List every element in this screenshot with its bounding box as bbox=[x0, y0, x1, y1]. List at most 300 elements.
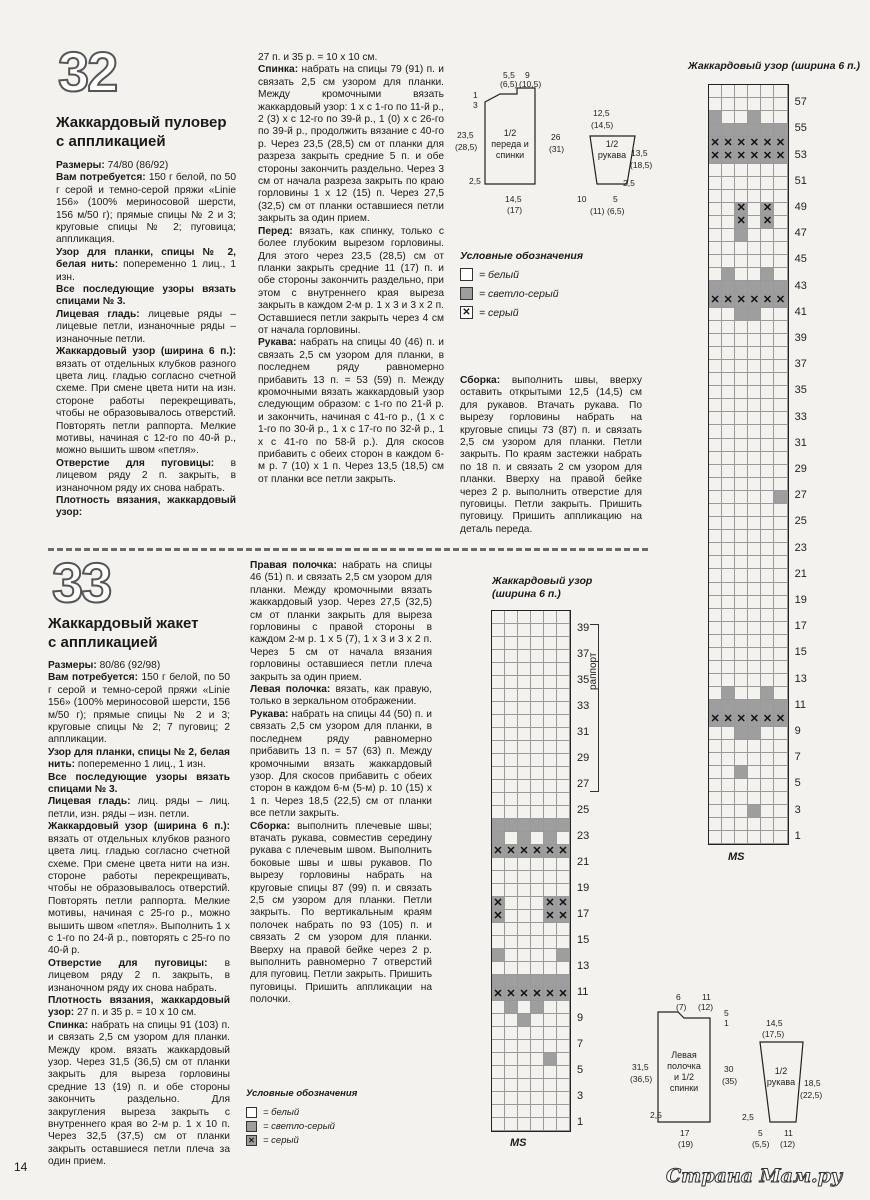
chart-cell bbox=[709, 583, 722, 596]
chart-cell bbox=[761, 229, 774, 242]
chart-cell bbox=[492, 741, 505, 754]
chart-cell bbox=[722, 569, 735, 582]
chart-cell bbox=[544, 741, 557, 754]
schema-label: 1/2 bbox=[503, 128, 517, 138]
chart-cell bbox=[735, 687, 748, 700]
chart-cell bbox=[505, 780, 518, 793]
chart-cell bbox=[505, 1105, 518, 1118]
chart-cell bbox=[709, 622, 722, 635]
dim: (12) bbox=[698, 1002, 714, 1012]
chart-cell bbox=[722, 347, 735, 360]
text: выполнить швы, вверху оставить открытыми 12,5 (14,5) см для рукавов. Втачать рукава. По вырезу горловины набрать на круговые спицы 73 (87) п. и связать 2,5 см узором для планки. Петли закрыть. По краям застежки набрать по 18 п. и связать 2 см узором для планки. Вверху на правой бейке через 2 р. выполнить отверстие для пуговицы. Петли закрыть. Пришить пуговицу. Пришить аппликацию на деталь переда. bbox=[460, 375, 642, 535]
chart-cell bbox=[735, 609, 748, 622]
dim: 14,5 bbox=[505, 194, 522, 204]
chart-row-number: 21 bbox=[794, 567, 807, 580]
dim: (35) bbox=[722, 1076, 738, 1086]
chart-cell bbox=[774, 818, 787, 831]
chart-cell bbox=[492, 793, 505, 806]
schema-label: рукава bbox=[766, 1077, 796, 1087]
chart-cell: ✕ bbox=[722, 714, 735, 727]
chart-cell: ✕ bbox=[492, 910, 505, 923]
chart-cell bbox=[531, 715, 544, 728]
chart-cell bbox=[748, 753, 761, 766]
chart-cell bbox=[735, 465, 748, 478]
legend-item-grey bbox=[460, 306, 583, 319]
chart-cell bbox=[761, 543, 774, 556]
text: вязать от отдельных клубков разного цвета лиц. гладью согласно счетной схеме. При смене цвета нити на изн. стороне работы перекрещивать, чтобы не образовывалось отверстий. Повторять петли раппорта. Мелкие мотивы, начиная с 12-го по 40-й р., можно вышить швом «петля». bbox=[56, 358, 236, 457]
label: Отверстие для пуговицы: bbox=[48, 957, 208, 969]
project-separator bbox=[48, 548, 648, 551]
dim: (6,5) bbox=[607, 206, 625, 216]
chart-cell bbox=[505, 884, 518, 897]
chart-cell bbox=[774, 373, 787, 386]
chart-row-number: 27 bbox=[577, 778, 590, 790]
chart-cell bbox=[505, 715, 518, 728]
dim: (10,5) bbox=[519, 79, 542, 89]
chart-cell bbox=[531, 1027, 544, 1040]
chart-cell bbox=[735, 439, 748, 452]
legend-title: Условные обозначения bbox=[460, 250, 584, 262]
chart-cell bbox=[722, 517, 735, 530]
chart-cell bbox=[748, 583, 761, 596]
chart-cell bbox=[735, 792, 748, 805]
chart-cell bbox=[735, 399, 748, 412]
chart-cell bbox=[774, 190, 787, 203]
chart-cell bbox=[722, 556, 735, 569]
chart-cell bbox=[505, 806, 518, 819]
legend-text: = серый bbox=[479, 306, 519, 319]
chart-grid bbox=[708, 84, 789, 845]
chart-cell bbox=[722, 360, 735, 373]
chart-cell bbox=[735, 766, 748, 779]
chart-cell bbox=[735, 727, 748, 740]
chart-cell bbox=[774, 635, 787, 648]
text: 150 г белой, по 50 г серой и темно-серой пряжи «Linie 156» (100% мериносовой шерсти, 156 м/50 г); прямые спицы № 2 и 3; круговые спицы № 2; пуговица; аппликация. bbox=[56, 172, 236, 246]
chart-cell bbox=[748, 360, 761, 373]
chart-cell bbox=[722, 635, 735, 648]
chart-cell bbox=[722, 779, 735, 792]
label: Плотность вязания, жаккардовый узор: bbox=[56, 494, 236, 519]
chart-cell bbox=[735, 308, 748, 321]
chart-cell bbox=[544, 767, 557, 780]
title-line: Жаккардовый пуловер bbox=[56, 114, 227, 131]
chart-row-number: 31 bbox=[794, 436, 807, 449]
chart-cell bbox=[761, 321, 774, 334]
chart-cell bbox=[709, 308, 722, 321]
swatch-grey-cross: ✕ bbox=[460, 306, 473, 319]
chart-cell bbox=[518, 923, 531, 936]
chart-cell bbox=[709, 648, 722, 661]
chart-cell bbox=[544, 806, 557, 819]
chart-row-number: 37 bbox=[794, 358, 807, 371]
chart-cell: ✕ bbox=[761, 203, 774, 216]
chart-cell bbox=[774, 805, 787, 818]
legend-item-grey bbox=[246, 1135, 357, 1146]
text: выполнить плечевые швы; втачать рукава, совместив середину рукава с плечевым швом. Выполнить боковые швы и швы рукавов. По вырезу горловины набрать на круговые спицы 87 (99) п. и связать 2,5 см узором для планки. Петли закрыть. По вертикальным краям полочек набрать по 93 (105) п. и связать 2 см узором для планки. Вверху на правой бейке через 2 р. выполнить равномерно 7 отверстий для пуговиц. Петли закрыть. Пришить пуговицы. Пришить аппликации на полочки. bbox=[250, 820, 432, 1006]
title-line: Жаккардовый жакет bbox=[48, 615, 199, 632]
chart-cell bbox=[774, 609, 787, 622]
chart-cell bbox=[492, 962, 505, 975]
chart-row-number: 23 bbox=[794, 541, 807, 554]
dim: (36,5) bbox=[630, 1074, 653, 1084]
chart-cell bbox=[722, 242, 735, 255]
chart-cell bbox=[774, 740, 787, 753]
chart-cell: ✕ bbox=[774, 137, 787, 150]
chart-cell bbox=[761, 190, 774, 203]
chart-cell bbox=[544, 689, 557, 702]
chart-cell bbox=[709, 596, 722, 609]
chart-cell bbox=[709, 831, 722, 844]
chart-cell bbox=[544, 936, 557, 949]
chart-cell: ✕ bbox=[544, 988, 557, 1001]
label: Жаккардовый узор (ширина 6 п.): bbox=[48, 821, 230, 833]
chart-cell bbox=[748, 347, 761, 360]
rapport-bracket bbox=[590, 624, 599, 792]
label: Плотность вязания, жаккардовый узор: bbox=[48, 994, 230, 1019]
chart-cell bbox=[531, 767, 544, 780]
chart-cell: ✕ bbox=[544, 897, 557, 910]
chart-cell bbox=[531, 858, 544, 871]
chart-cell bbox=[748, 727, 761, 740]
chart-cell bbox=[505, 637, 518, 650]
chart-cell bbox=[544, 1027, 557, 1040]
dim: (14,5) bbox=[591, 120, 614, 130]
chart-cell bbox=[505, 1001, 518, 1014]
chart-cell bbox=[492, 1066, 505, 1079]
chart-cell bbox=[557, 624, 570, 637]
chart-cell bbox=[518, 962, 531, 975]
chart-cell bbox=[518, 702, 531, 715]
chart-cell bbox=[709, 779, 722, 792]
grid-title-line: (ширина 6 п.) bbox=[492, 588, 561, 600]
chart-cell bbox=[518, 689, 531, 702]
chart-cell: ✕ bbox=[709, 150, 722, 163]
chart-cell bbox=[722, 216, 735, 229]
chart-cell bbox=[722, 321, 735, 334]
chart-cell bbox=[748, 648, 761, 661]
chart-cell bbox=[709, 452, 722, 465]
chart-cell bbox=[722, 700, 735, 713]
chart-cell bbox=[544, 884, 557, 897]
chart-cell bbox=[774, 203, 787, 216]
chart-cell bbox=[531, 819, 544, 832]
chart-cell bbox=[544, 715, 557, 728]
chart-cell bbox=[505, 676, 518, 689]
chart-cell bbox=[557, 1118, 570, 1131]
legend-item-white bbox=[246, 1107, 357, 1118]
chart-cell bbox=[735, 622, 748, 635]
project-number-32: 32 bbox=[58, 40, 117, 103]
chart-cell: ✕ bbox=[722, 150, 735, 163]
chart-cell bbox=[722, 425, 735, 438]
dim: (28,5) bbox=[455, 142, 478, 152]
chart-cell bbox=[557, 806, 570, 819]
label: Сборка: bbox=[250, 820, 291, 832]
chart-cell bbox=[722, 766, 735, 779]
chart-cell bbox=[722, 308, 735, 321]
jacquard-chart-33 bbox=[491, 610, 590, 1132]
chart-row-number: 5 bbox=[577, 1064, 584, 1076]
chart-row-number: 33 bbox=[794, 410, 807, 423]
chart-cell bbox=[505, 897, 518, 910]
chart-cell bbox=[748, 687, 761, 700]
dim: (17) bbox=[507, 205, 523, 215]
dim: 2,5 bbox=[469, 176, 481, 186]
chart-cell bbox=[761, 766, 774, 779]
chart-cell bbox=[518, 949, 531, 962]
chart-cell bbox=[505, 754, 518, 767]
chart-cell bbox=[531, 611, 544, 624]
text: набрать на спицы 44 (50) п. и связать 2,5 см узором для планки, в последнем ряду равномерно прибавить 13 п. = 57 (63) п. Между кромочными вязать жаккардовый узор. Для скосов прибавить с обеих сторон в каждом 6-м (5-м) р. 10 (15) х 1 п. Через 18,5 (22,5) см от планки все петли закрыть. bbox=[250, 708, 432, 820]
legend-33 bbox=[246, 1088, 357, 1152]
swatch-white bbox=[460, 268, 473, 281]
chart-cell bbox=[748, 569, 761, 582]
chart-row-number: 1 bbox=[577, 1116, 584, 1128]
dim: 26 bbox=[551, 132, 561, 142]
chart-cell bbox=[748, 242, 761, 255]
chart-cell bbox=[748, 216, 761, 229]
chart-cell bbox=[544, 780, 557, 793]
chart-row-number: 37 bbox=[577, 648, 590, 660]
label: Перед: bbox=[258, 225, 293, 237]
chart-cell bbox=[735, 452, 748, 465]
chart-row-number: 25 bbox=[577, 804, 590, 816]
chart-cell bbox=[761, 281, 774, 294]
chart-cell bbox=[722, 177, 735, 190]
chart-cell bbox=[722, 687, 735, 700]
chart-cell bbox=[544, 663, 557, 676]
chart-cell bbox=[748, 229, 761, 242]
chart-cell bbox=[531, 910, 544, 923]
chart-cell: ✕ bbox=[735, 150, 748, 163]
chart-cell bbox=[774, 242, 787, 255]
chart-row-number: 3 bbox=[794, 803, 801, 816]
chart-cell bbox=[709, 543, 722, 556]
chart-cell bbox=[709, 609, 722, 622]
chart-cell bbox=[518, 676, 531, 689]
chart-cell bbox=[492, 871, 505, 884]
chart-cell bbox=[709, 111, 722, 124]
chart-row-number: 11 bbox=[794, 698, 807, 711]
legend-text: = светло-серый bbox=[263, 1121, 335, 1132]
chart-cell bbox=[761, 177, 774, 190]
chart-row-number: 41 bbox=[794, 305, 807, 318]
title-line: с аппликацией bbox=[48, 634, 158, 651]
chart-cell bbox=[774, 229, 787, 242]
chart-cell bbox=[709, 805, 722, 818]
chart-cell: ✕ bbox=[748, 150, 761, 163]
chart-cell bbox=[774, 700, 787, 713]
chart-cell: ✕ bbox=[492, 845, 505, 858]
chart-cell bbox=[505, 949, 518, 962]
chart-cell bbox=[492, 715, 505, 728]
dim: 6 bbox=[676, 992, 681, 1002]
chart-cell bbox=[761, 439, 774, 452]
chart-cell bbox=[761, 779, 774, 792]
chart-cell bbox=[748, 399, 761, 412]
chart-cell bbox=[505, 871, 518, 884]
chart-cell bbox=[748, 504, 761, 517]
chart-row-number: 39 bbox=[577, 622, 590, 634]
chart-cell bbox=[557, 962, 570, 975]
chart-row-number: 9 bbox=[577, 1012, 584, 1024]
chart-cell bbox=[735, 373, 748, 386]
chart-cell bbox=[531, 728, 544, 741]
chart-row-number: 17 bbox=[794, 620, 807, 633]
chart-cell bbox=[492, 1027, 505, 1040]
chart-cell: ✕ bbox=[518, 988, 531, 1001]
label: Размеры: bbox=[56, 160, 105, 171]
grid-33-title bbox=[492, 575, 592, 601]
legend-text: = серый bbox=[263, 1135, 299, 1146]
chart-cell bbox=[774, 727, 787, 740]
chart-cell bbox=[761, 674, 774, 687]
chart-cell bbox=[774, 281, 787, 294]
chart-cell bbox=[557, 741, 570, 754]
chart-cell: ✕ bbox=[492, 988, 505, 1001]
chart-cell bbox=[492, 949, 505, 962]
chart-cell bbox=[709, 478, 722, 491]
chart-cell bbox=[531, 793, 544, 806]
chart-cell bbox=[735, 504, 748, 517]
dim: 1 bbox=[473, 90, 478, 100]
label: Правая полочка: bbox=[250, 560, 337, 571]
chart-cell bbox=[557, 637, 570, 650]
chart-cell bbox=[557, 702, 570, 715]
chart-cell bbox=[557, 676, 570, 689]
chart-row-number: 15 bbox=[794, 646, 807, 659]
chart-cell bbox=[544, 676, 557, 689]
chart-row-number: 29 bbox=[577, 752, 590, 764]
chart-cell bbox=[518, 897, 531, 910]
chart-cell bbox=[709, 818, 722, 831]
schema-32 bbox=[455, 68, 670, 218]
chart-cell bbox=[492, 1040, 505, 1053]
chart-cell bbox=[505, 975, 518, 988]
chart-cell bbox=[505, 611, 518, 624]
chart-cell bbox=[761, 831, 774, 844]
chart-cell bbox=[557, 754, 570, 767]
chart-cell bbox=[505, 936, 518, 949]
chart-cell: ✕ bbox=[774, 150, 787, 163]
chart-cell bbox=[748, 177, 761, 190]
chart-cell bbox=[748, 203, 761, 216]
schema-label: Левая bbox=[671, 1050, 697, 1060]
chart-cell bbox=[709, 268, 722, 281]
chart-cell bbox=[492, 1092, 505, 1105]
chart-cell bbox=[774, 661, 787, 674]
chart-cell bbox=[722, 386, 735, 399]
chart-row-number: 13 bbox=[794, 672, 807, 685]
chart-cell bbox=[557, 1040, 570, 1053]
chart-cell bbox=[531, 871, 544, 884]
chart-cell bbox=[492, 650, 505, 663]
chart-row-number: 5 bbox=[794, 777, 801, 790]
chart-cell bbox=[518, 1053, 531, 1066]
chart-cell bbox=[722, 491, 735, 504]
schema-label: переда и bbox=[491, 139, 529, 149]
chart-cell bbox=[722, 504, 735, 517]
chart-cell: ✕ bbox=[761, 216, 774, 229]
label: Спинка: bbox=[258, 64, 299, 76]
chart-cell bbox=[761, 805, 774, 818]
grid-title-line: Жаккардовый узор bbox=[492, 575, 593, 587]
chart-cell bbox=[735, 360, 748, 373]
chart-cell bbox=[774, 779, 787, 792]
chart-cell bbox=[774, 766, 787, 779]
chart-cell bbox=[531, 1079, 544, 1092]
chart-cell bbox=[518, 975, 531, 988]
chart-cell bbox=[709, 242, 722, 255]
chart-cell: ✕ bbox=[735, 203, 748, 216]
chart-cell bbox=[761, 268, 774, 281]
chart-cell bbox=[774, 674, 787, 687]
chart-cell: ✕ bbox=[722, 137, 735, 150]
chart-cell bbox=[761, 373, 774, 386]
chart-cell bbox=[761, 740, 774, 753]
chart-cell bbox=[709, 281, 722, 294]
chart-cell bbox=[709, 635, 722, 648]
dim: 2,5 bbox=[742, 1112, 754, 1122]
chart-cell bbox=[761, 242, 774, 255]
chart-cell bbox=[492, 1053, 505, 1066]
chart-cell bbox=[761, 164, 774, 177]
project-33-column-1 bbox=[48, 660, 230, 1169]
chart-cell bbox=[518, 1014, 531, 1027]
chart-cell bbox=[774, 334, 787, 347]
chart-row-number: 35 bbox=[577, 674, 590, 686]
chart-row-number: 23 bbox=[577, 830, 590, 842]
chart-cell bbox=[735, 321, 748, 334]
chart-row-number: 19 bbox=[794, 593, 807, 606]
chart-cell bbox=[531, 754, 544, 767]
dim: 5 bbox=[613, 194, 618, 204]
label: Рукава: bbox=[250, 708, 289, 720]
chart-cell: ✕ bbox=[531, 845, 544, 858]
chart-cell bbox=[505, 858, 518, 871]
chart-cell bbox=[505, 910, 518, 923]
chart-cell bbox=[531, 1118, 544, 1131]
chart-cell bbox=[735, 491, 748, 504]
chart-cell bbox=[531, 741, 544, 754]
chart-row-number: 13 bbox=[577, 960, 590, 972]
chart-cell bbox=[735, 412, 748, 425]
chart-row-number: 21 bbox=[577, 856, 590, 868]
chart-cell bbox=[544, 637, 557, 650]
chart-cell bbox=[774, 164, 787, 177]
chart-cell: ✕ bbox=[557, 988, 570, 1001]
schema-label: рукава bbox=[597, 150, 627, 160]
chart-cell bbox=[761, 648, 774, 661]
chart-cell bbox=[544, 1014, 557, 1027]
chart-cell bbox=[722, 255, 735, 268]
schema-label: полочка bbox=[667, 1061, 701, 1071]
chart-cell bbox=[722, 268, 735, 281]
chart-cell: ✕ bbox=[518, 845, 531, 858]
chart-cell bbox=[518, 1040, 531, 1053]
chart-cell bbox=[748, 111, 761, 124]
chart-cell bbox=[531, 1105, 544, 1118]
chart-cell bbox=[761, 517, 774, 530]
chart-cell bbox=[557, 663, 570, 676]
chart-cell bbox=[544, 1066, 557, 1079]
chart-cell bbox=[761, 478, 774, 491]
chart-cell bbox=[531, 676, 544, 689]
chart-cell: ✕ bbox=[735, 714, 748, 727]
chart-cell bbox=[774, 687, 787, 700]
chart-cell bbox=[492, 663, 505, 676]
project-32-column-2 bbox=[258, 52, 444, 486]
